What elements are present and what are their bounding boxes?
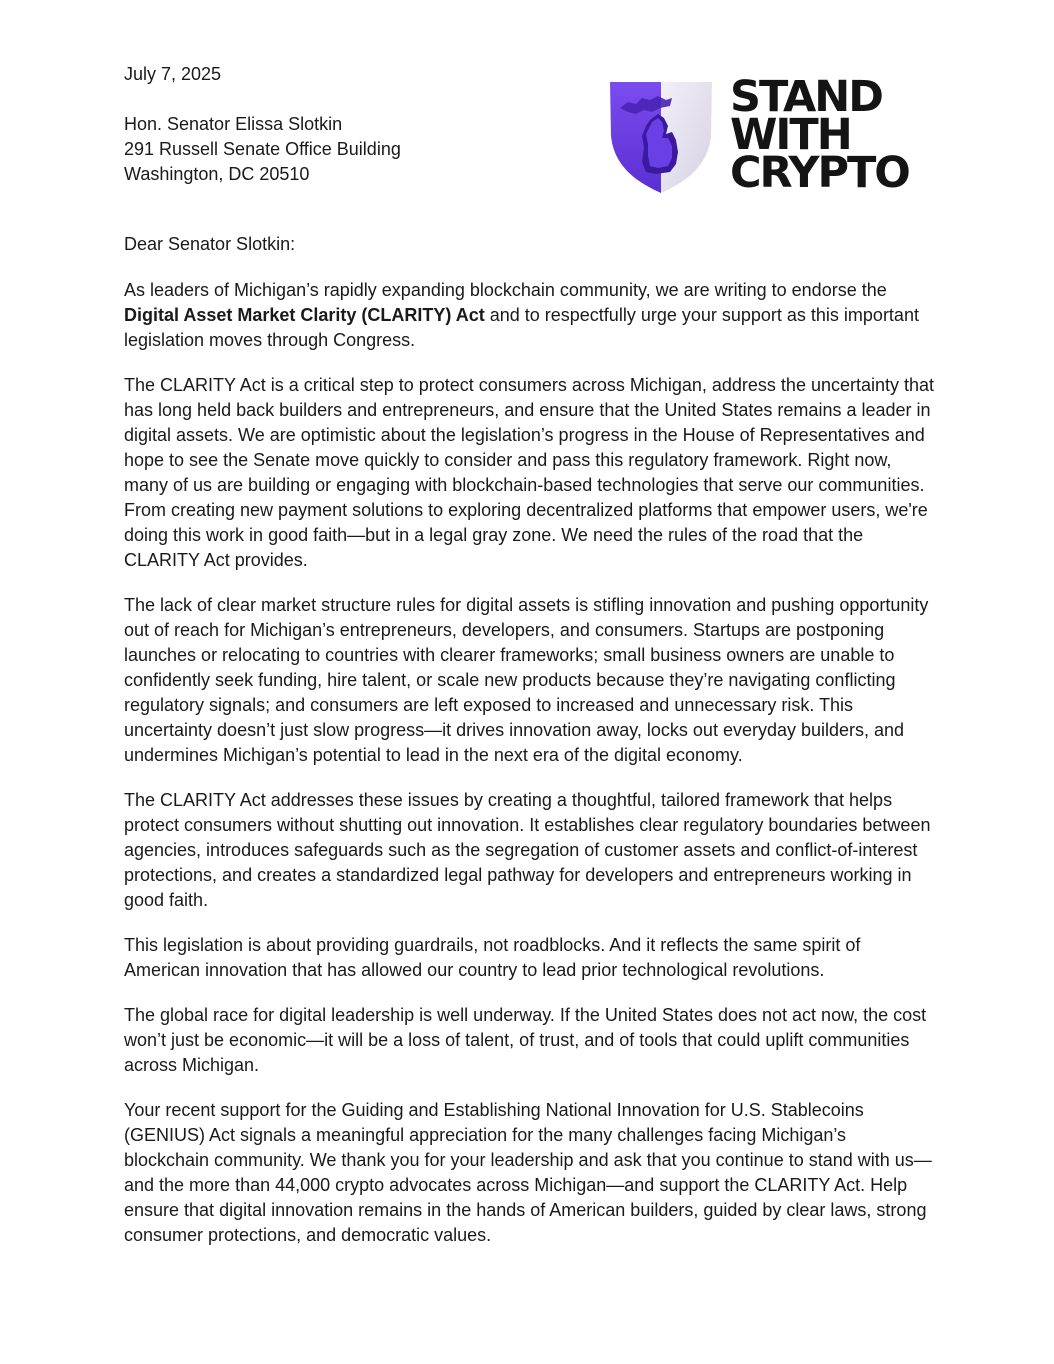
paragraph-guardrails: This legislation is about providing guardrails, not roadblocks. And it reflects the same spirit of American innovation that has allowed our country to lead prior technological revolutions.	[124, 935, 861, 980]
letter-date: July 7, 2025	[124, 64, 222, 84]
letter-body	[124, 278, 936, 1268]
recipient-city: Washington, DC 20510	[124, 164, 310, 184]
recipient-address	[124, 112, 401, 187]
logo-line-stand: STAND	[730, 72, 882, 122]
paragraph-lack-of-rules: The lack of clear market structure rules for digital assets is stifling innovation and pushing opportunity out of reach for Michigan’s entrepreneurs, developers, and consumers. Startups are postponing launches or relocating to countries with clearer frameworks; small business owners are unable to confidently seek funding, hire talent, or scale new products because they’re navigating conflicting regulatory signals; and consumers are left exposed to increased and unnecessary risk. This uncertainty doesn’t just slow progress—it drives innovation away, locks out everyday builders, and undermines Michigan’s potential to lead in the next era of the digital economy.	[124, 595, 929, 765]
logo-line-crypto: CRYPTO	[730, 148, 909, 198]
logo-line-with: WITH	[730, 110, 851, 160]
stand-with-crypto-logo	[606, 72, 926, 200]
paragraph-global-race: The global race for digital leadership is well underway. If the United States does not act now, the cost won’t just be economic—it will be a loss of talent, of trust, and of tools that could uplift communities across Michigan.	[124, 1005, 927, 1075]
paragraph-critical-step: The CLARITY Act is a critical step to protect consumers across Michigan, address the uncertainty that has long held back builders and entrepreneurs, and ensure that the United States remains a leader in digital assets. We are optimistic about the legislation’s progress in the House of Representatives and hope to see the Senate move quickly to consider and pass this regulatory framework. Right now, many of us are building or engaging with blockchain-based technologies that serve our communities. From creating new payment solutions to exploring decentralized platforms that empower users, we're doing this work in good faith—but in a legal gray zone. We need the rules of the road that the CLARITY Act provides.	[124, 375, 935, 570]
paragraph-framework: The CLARITY Act addresses these issues by creating a thoughtful, tailored framework that helps protect consumers without shutting out innovation. It establishes clear regulatory boundaries between agencies, introduces safeguards such as the segregation of customer assets and conflict-of-interest protections, and creates a standardized legal pathway for developers and entrepreneurs working in good faith.	[124, 790, 931, 910]
logo-wordmark	[730, 72, 909, 198]
act-name-bold: Digital Asset Market Clarity (CLARITY) Act	[124, 305, 485, 325]
michigan-shield-icon	[606, 78, 716, 196]
recipient-name: Hon. Senator Elissa Slotkin	[124, 114, 343, 134]
salutation: Dear Senator Slotkin:	[124, 234, 296, 254]
paragraph-genius-act: Your recent support for the Guiding and Establishing National Innovation for U.S. Stablecoins (GENIUS) Act signals a meaningful appreciation for the many challenges facing Michigan’s blockchain community. We thank you for your leadership and ask that you continue to stand with us—and the more than 44,000 crypto advocates across Michigan—and support the CLARITY Act. Help ensure that digital innovation remains in the hands of American builders, guided by clear laws, strong consumer protections, and democratic values.	[124, 1100, 932, 1245]
paragraph-endorsement: As leaders of Michigan’s rapidly expanding blockchain community, we are writing to endorse the Digital Asset Market Clarity (CLARITY) Act and to respectfully urge your support as this important legislation moves through Congress.	[124, 280, 919, 350]
recipient-street: 291 Russell Senate Office Building	[124, 139, 401, 159]
